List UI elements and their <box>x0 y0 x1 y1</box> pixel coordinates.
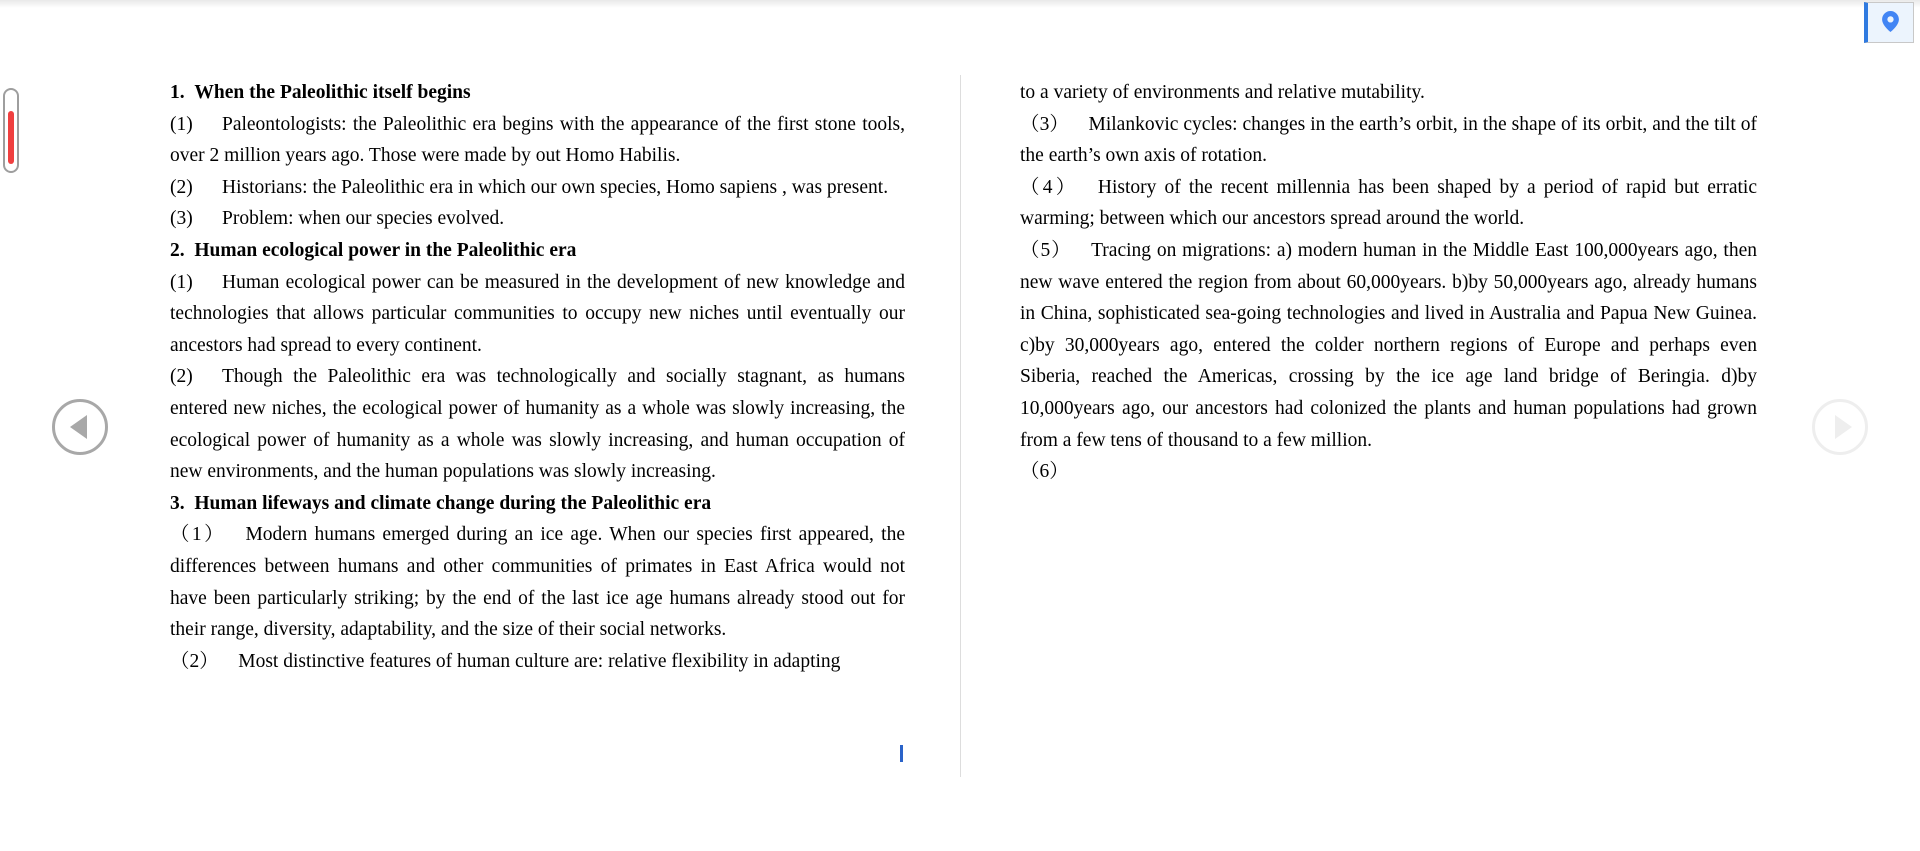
section-heading: 1. When the Paleolithic itself begins <box>170 82 471 103</box>
clip-progress-indicator[interactable] <box>3 88 19 173</box>
triangle-right-icon <box>1835 415 1852 439</box>
section-heading: 2. Human ecological power in the Paleolithic era <box>170 239 577 261</box>
next-page-button[interactable] <box>1812 399 1868 455</box>
map-pin-button[interactable] <box>1864 2 1914 43</box>
triangle-left-icon <box>70 415 87 439</box>
paragraph: (1) Human ecological power can be measured in the development of new knowledge and technologies that allows particular communities to occupy new niches until eventually our ancestors had spread to every continent. <box>170 271 905 356</box>
section-heading: 3. Human lifeways and climate change during the Paleolithic era <box>170 492 712 514</box>
paragraph: (2) Though the Paleolithic era was technologically and socially stagnant, as humans entered new niches, the ecological power of humanity as a whole was slowly increasing, the ecological power of humanity as a whole was slowly increasing, and human occupation of new environments, and the human populations was slowly increasing. <box>170 366 905 483</box>
right-column <box>1020 77 1757 488</box>
paragraph: to a variety of environments and relative mutability. <box>1020 82 1425 103</box>
text-cursor <box>900 745 903 762</box>
paragraph: （4） History of the recent millennia has been shaped by a period of rapid but erratic warming; between which our ancestors spread around the world. <box>1020 176 1757 230</box>
paragraph: （2） Most distinctive features of human culture are: relative flexibility in adapting <box>170 650 841 672</box>
paragraph: （3） Milankovic cycles: changes in the earth’s orbit, in the shape of its orbit, and the tilt of the earth’s own axis of rotation. <box>1020 113 1757 167</box>
clip-progress-bar-icon <box>8 111 14 164</box>
paragraph: （6） <box>1020 461 1069 483</box>
paragraph: (3) Problem: when our species evolved. <box>170 208 505 230</box>
left-column <box>170 77 905 677</box>
paragraph: (1) Paleontologists: the Paleolithic era begins with the appearance of the first stone tools, over 2 million years ago. Those were made by out Homo Habilis. <box>170 113 905 167</box>
prev-page-button[interactable] <box>52 399 108 455</box>
paragraph: (2) Historians: the Paleolithic era in which our own species, Homo sapiens , was present. <box>170 176 889 198</box>
map-pin-icon <box>1882 11 1899 35</box>
paragraph: （1） Modern humans emerged during an ice age. When our species first appeared, the differences between humans and other communities of primates in East Africa would not have been particularly striking; by the end of the last ice age humans already stood out for their range, diversity, adaptability, and the size of their social networks. <box>170 524 905 641</box>
paragraph: （5） Tracing on migrations: a) modern human in the Middle East 100,000years ago, then new wave entered the region from about 60,000years. b)by 50,000years ago, already humans in China, sophisticated sea-going technologies and lived in Australia and Papua New Guinea. c)by 30,000years ago, entered the colder northern regions of Europe and perhaps even Siberia, reached the Americas, crossing by the ice age land bridge of Beringia. d)by 10,000years ago, our ancestors had colonized the plants and human populations had grown from a few tens of thousand to a few million. <box>1020 239 1757 451</box>
top-edge-shadow <box>0 0 1920 8</box>
column-divider <box>960 75 961 777</box>
